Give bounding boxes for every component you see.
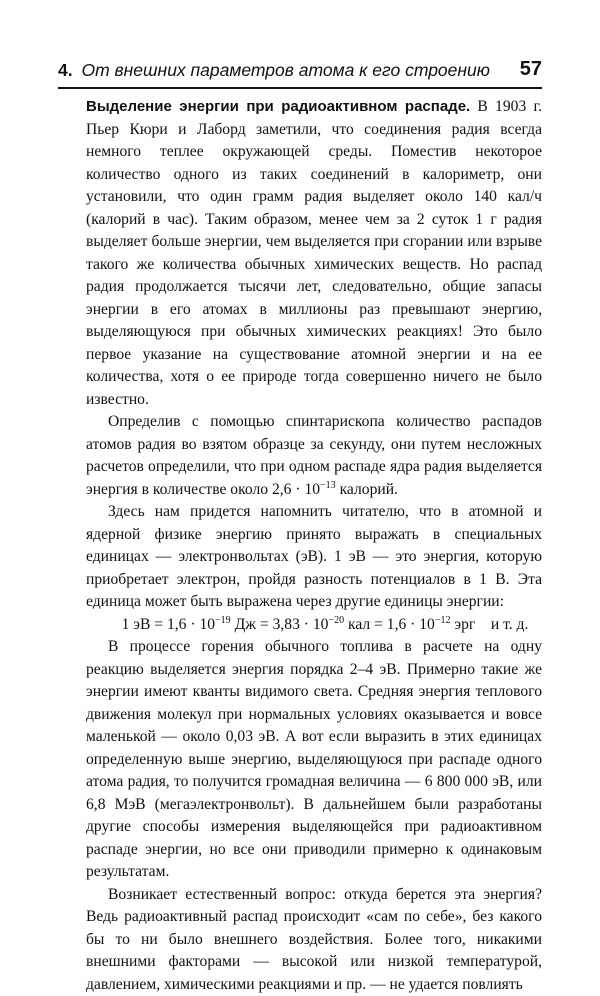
paragraph-text: калорий. [336, 481, 398, 498]
paragraph-text: В процессе горения обычного топлива в расчете на одну реакцию выделяется энергия порядка 2–4 эВ. Примерно такие же энергии имеют кванты видимого света. Средняя энергия теплового движения молекул при нормальных условиях оказывается и вовсе маленькой — около 0,03 эВ. А вот если выразить в этих единицах определенную выше энергию, выделяющуюся при распаде одного атома радия, то получится громадная величина — 6 800 000 эВ, или 6,8 МэВ (мегаэлектронвольт). В дальнейшем были разработаны другие способы измерения выделяющейся при радиоактивном распаде энергии, но все они приводили примерно к одинаковым результатам. [86, 638, 542, 880]
exponent: −13 [320, 480, 336, 491]
formula-term: кал = 1,6 · 10 [344, 616, 435, 633]
chapter-number: 4. [58, 60, 73, 80]
chapter-heading [58, 60, 490, 81]
unit-conversion-formula [86, 614, 542, 637]
paragraph-combustion [86, 636, 542, 884]
paragraph-text: Возникает естественный вопрос: откуда берется эта энергия? Ведь радиоактивный распад происходит «сам по себе», без какого бы то ни было внешнего воздействия. Более того, никакими внешними факторами — высокой или низкой температурой, давлением, химическими реакциями и пр. — не удается повлиять [86, 886, 542, 993]
running-header [58, 58, 542, 88]
paragraph-text: Здесь нам придется напомнить читателю, что в атомной и ядерной физике энергию принято выражать в специальных единицах — электронвольтах (эВ). 1 эВ — это энергия, которую приобретает электрон, пройдя разность потенциалов в 1 В. Эта единица может быть выражена через другие единицы энергии: [86, 503, 542, 610]
paragraph-spinthariscope [86, 411, 542, 501]
paragraph-electronvolt [86, 501, 542, 614]
body-text [86, 96, 542, 996]
exponent: −12 [435, 615, 451, 626]
page-number: 57 [520, 58, 542, 81]
formula-term: Дж = 3,83 · 10 [231, 616, 329, 633]
paragraph-text: Определив с помощью спинтарископа количество распадов атомов радия во взятом образце за секунду, они путем несложных расчетов определили, что при одном распаде ядра радия выделяется энергия в количестве около 2,6 · 10 [86, 413, 542, 498]
chapter-title: От внешних параметров атома к его строению [81, 60, 489, 80]
paragraph-energy-release [86, 96, 542, 411]
exponent: −20 [328, 615, 344, 626]
section-runin-heading: Выделение энергии при радиоактивном распаде. [86, 98, 470, 115]
paragraph-text: В 1903 г. Пьер Кюри и Лаборд заметили, что соединения радия всегда немного теплее окружающей среды. Поместив некоторое количество одного из таких соединений в калориметр, они установили, что один грамм радия выделяет около 140 кал/ч (калорий в час). Таким образом, менее чем за 2 суток 1 г радия выделяет больше энергии, чем выделяется при сгорании или взрыве такого же количества обычных химических веществ. Но распад радия продолжается тысячи лет, следовательно, общие запасы энергии в его атомах в миллионы раз превышают энергию, выделяющуюся при обычных химических реакциях! Это было первое указание на существование атомной энергии и на ее количества, хотя о ее природе тогда совершенно ничего не было известно. [86, 98, 542, 408]
formula-term: эрг и т. д. [451, 616, 529, 633]
paragraph-natural-question [86, 884, 542, 996]
header-rule [58, 87, 542, 89]
formula-term: 1 эВ = 1,6 · 10 [122, 616, 215, 633]
exponent: −19 [215, 615, 231, 626]
